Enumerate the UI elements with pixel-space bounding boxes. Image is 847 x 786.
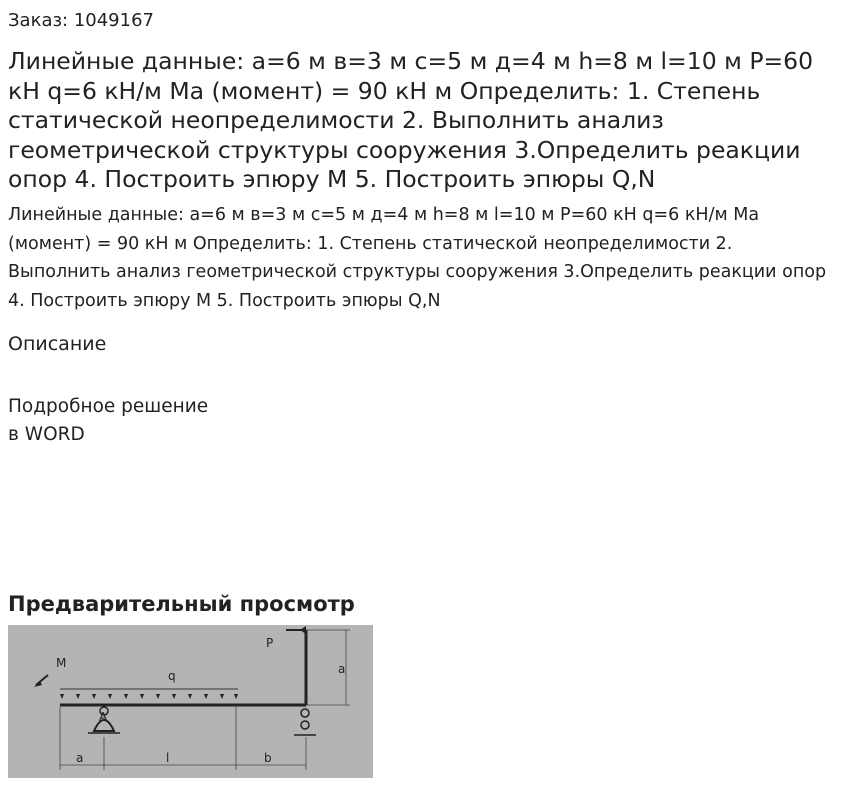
order-number: Заказ: 1049167 bbox=[8, 10, 154, 31]
preview-heading: Предварительный просмотр bbox=[8, 592, 355, 616]
height-label: a bbox=[338, 662, 346, 676]
solution-line-1: Подробное решение bbox=[8, 396, 209, 417]
description-text: Линейные данные: а=6 м в=3 м с=5 м д=4 м h=8 м l=10 м P=60 кН q=6 кН/м Ма (момент) = 90 кН м Определить: 1. Степень статической неопределимости 2. Выполнить анализ геометрической структуры сооружения 3.Определить реакции опор 4. Построить эпюру М 5. Построить эпюры Q,N bbox=[8, 205, 827, 311]
support-a-label: A bbox=[99, 710, 108, 724]
moment-label: M bbox=[56, 656, 67, 670]
load-label: q bbox=[168, 669, 176, 683]
diagram-background bbox=[8, 625, 373, 778]
force-label: P bbox=[266, 636, 274, 650]
span-a-label: a bbox=[76, 751, 84, 765]
solution-info bbox=[8, 393, 208, 449]
span-b-label: b bbox=[264, 751, 272, 765]
span-l-label: l bbox=[166, 751, 170, 765]
description-heading: Описание bbox=[8, 333, 107, 355]
page-title: Линейные данные: а=6 м в=3 м с=5 м д=4 м h=8 м l=10 м P=60 кН q=6 кН/м Ма (момент) = 90 кН м Определить: 1. Степень статической неопределимости 2. Выполнить анализ геометрической структуры сооружения 3.Определить реакции опор 4. Построить эпюру М 5. Построить эпюры Q,N bbox=[8, 47, 814, 193]
preview-image[interactable] bbox=[8, 625, 373, 778]
beam-diagram bbox=[8, 625, 373, 778]
solution-line-2: в WORD bbox=[8, 424, 85, 445]
